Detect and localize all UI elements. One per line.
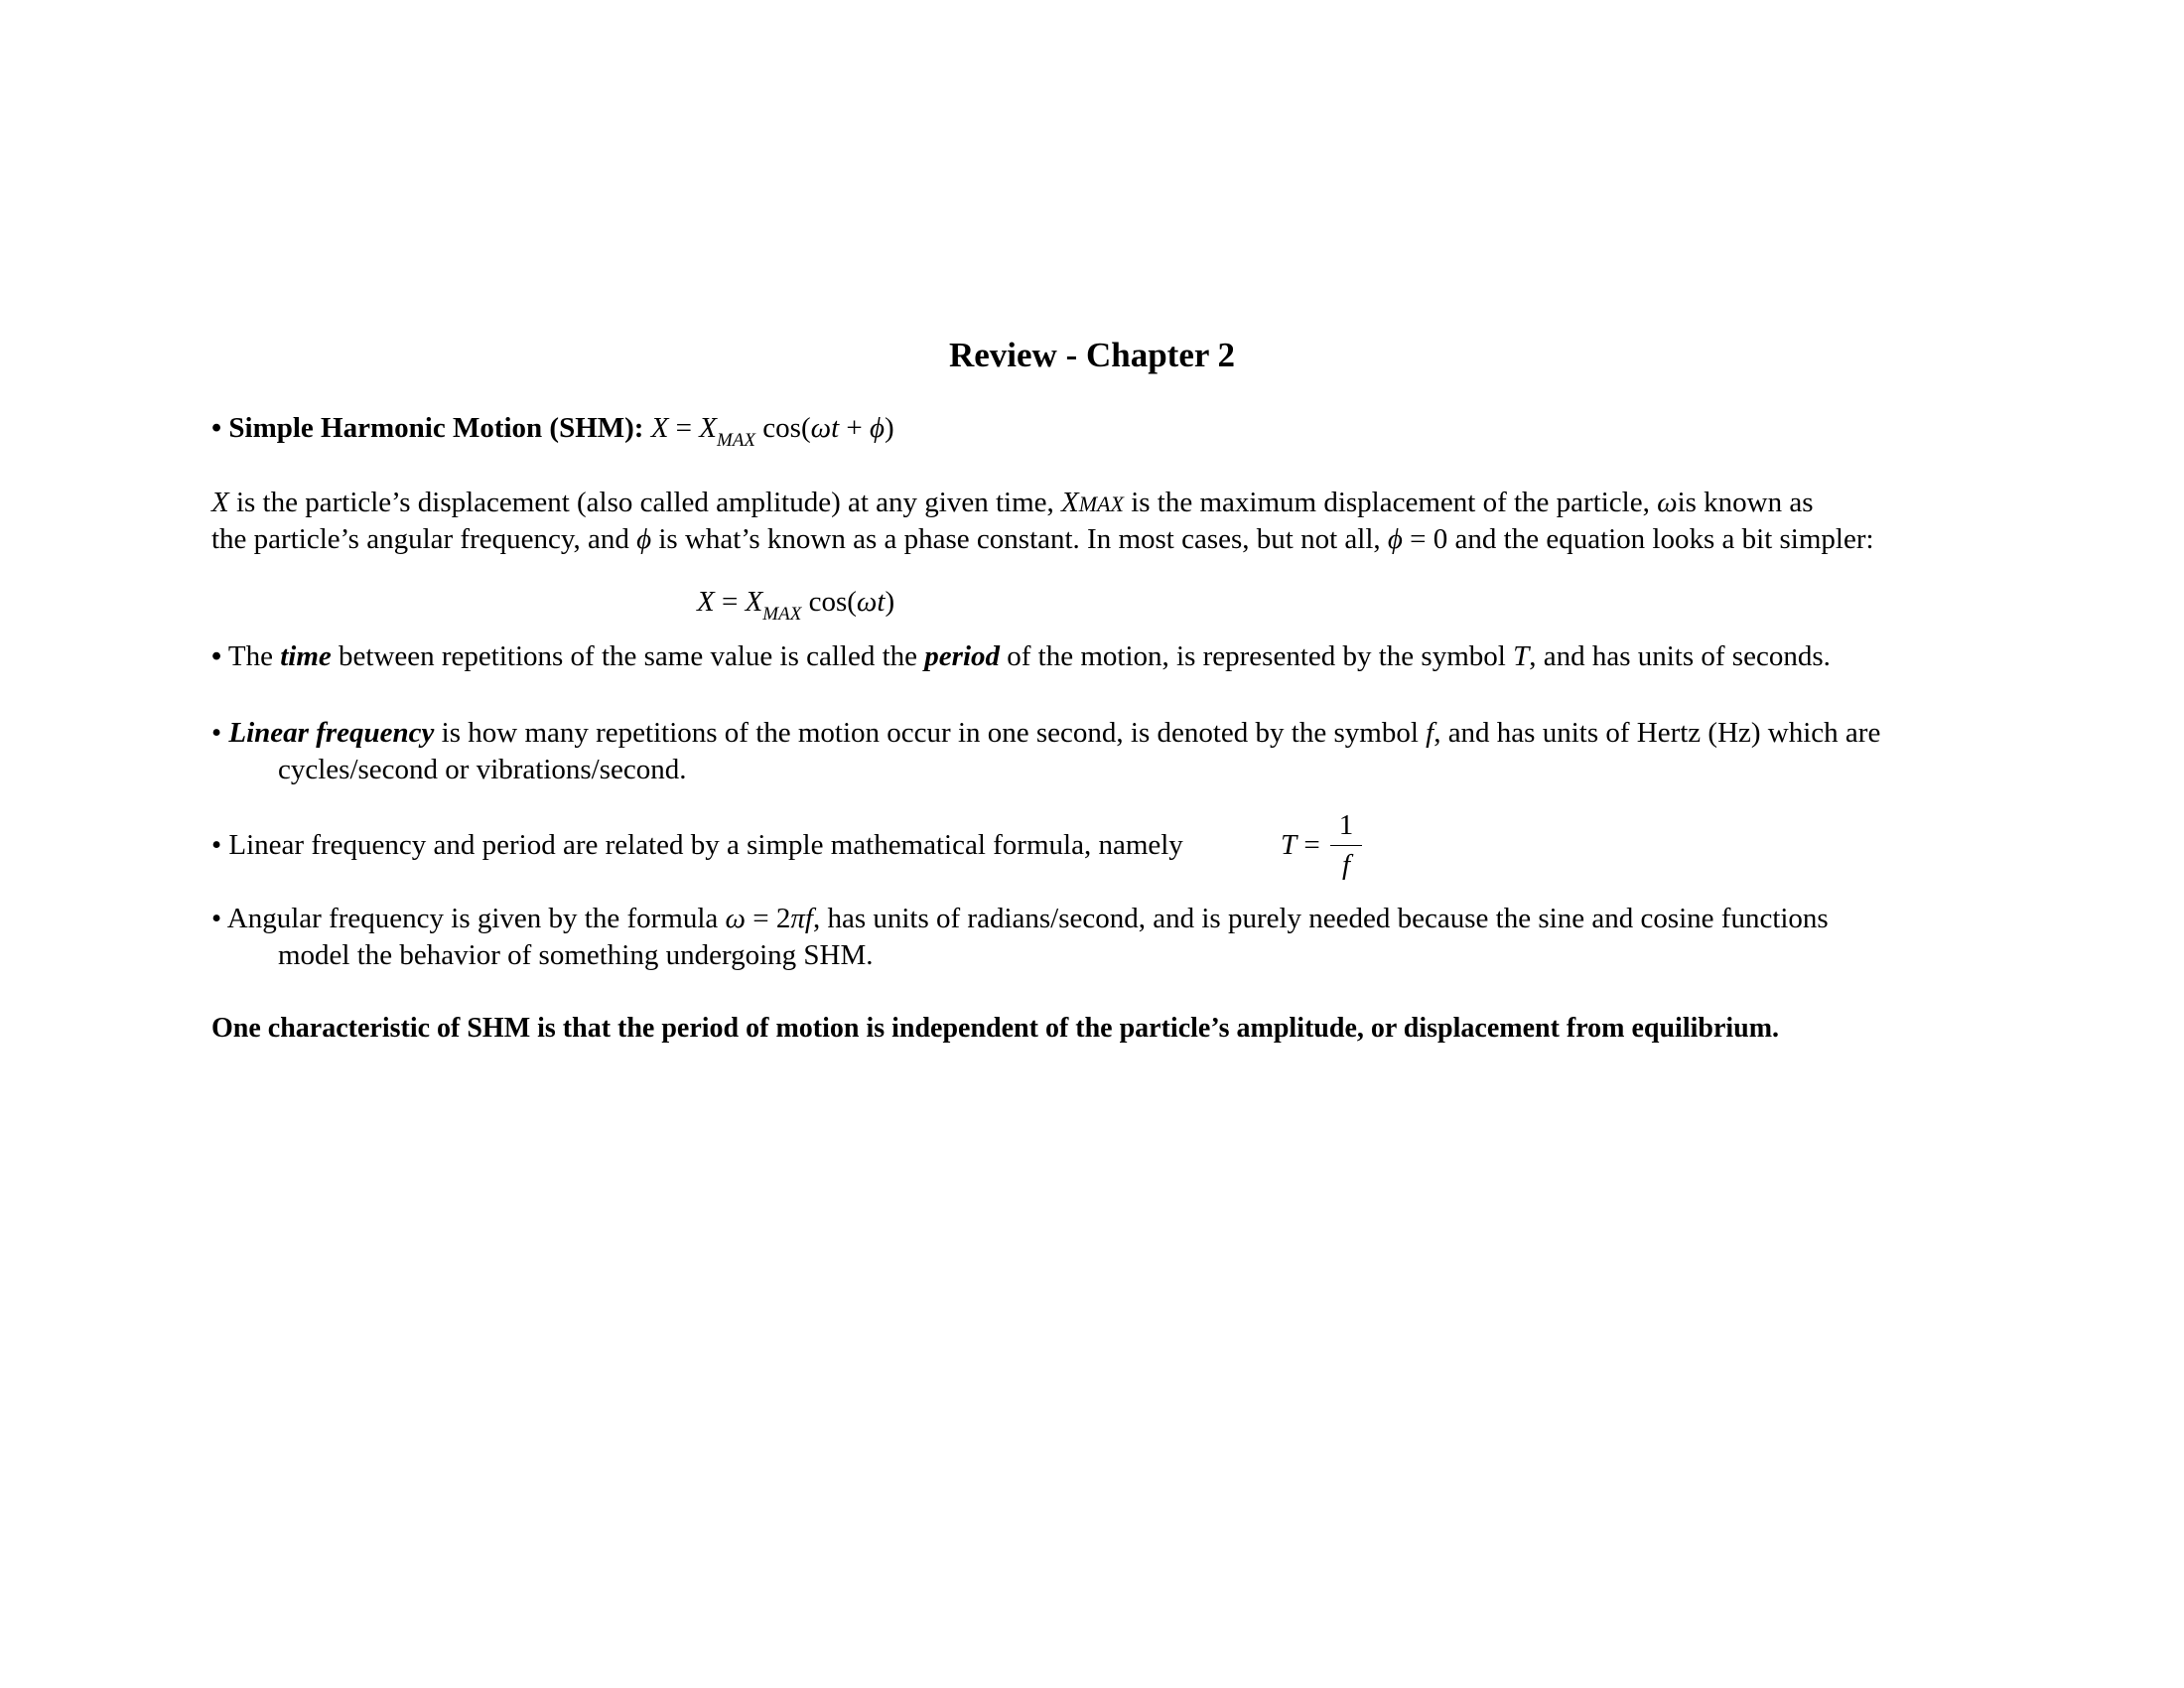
linear-frequency-line-2: cycles/second or vibrations/second.	[278, 754, 687, 785]
relation-bullet: • Linear frequency and period are related by a simple mathematical formula, namely	[211, 829, 1183, 861]
explanation-line-2: the particle’s angular frequency, and ϕ is what’s known as a phase constant. In most cases, but not all, ϕ = 0 and the equation looks a bit simpler:	[211, 523, 1874, 555]
explanation-line-1: X is the particle’s displacement (also called amplitude) at any given time, XMAX is the maximum displacement of the particle, ωis known as	[211, 487, 1814, 518]
shm-abbr: (SHM):	[542, 412, 651, 444]
linear-frequency-bullet: • Linear frequency is how many repetitions of the motion occur in one second, is denoted by the symbol f, and has units of Hertz (Hz) which are	[211, 717, 1881, 749]
fraction-numerator: 1	[1338, 809, 1354, 841]
page-title: Review - Chapter 2	[948, 336, 1236, 374]
conclusion: One characteristic of SHM is that the period of motion is independent of the particle’s amplitude, or displacement from equilibrium.	[211, 1013, 1780, 1044]
document-page: Review - Chapter 2 • Simple Harmonic Motion (SHM): $X = X_{MAX}$ cos(ωt + ϕ) X is the particle’s displacement (also called amplitude) at any given time, XMAX is the maximum displacement of the particle, ωis known as the particle’s angular frequency, and ϕ is what’s known as a phase constant. In most cases, but not all, ϕ = 0 and the equation looks a bit simpler: $X = X_{MAX}$ cos(ωt) • The time between repetitions of the same value is called the period of the motion, is represented by the symbol T, and has units of seconds. • Linear frequency is how many repetitions of the motion occur in one second, is denoted by the symbol f, and has units of Hertz (Hz) which are cycles/second or vibrations/second. • Linear frequency and period are related by a simple mathematical formula, namely T = 1 f • Angular frequency is given by the formula ω = 2πf, has units of radians/second, and is purely needed because the sine and cosine functions model the behavior of something undergoing SHM. One characteristic of SHM is that the period of motion is independent of the particle’s amplitude, or displacement from equilibrium.	[0, 0, 2184, 1688]
shm-definition	[211, 412, 894, 451]
bullet: •	[211, 412, 222, 444]
shm-label: Simple Harmonic Motion	[228, 412, 543, 444]
fraction-bar	[1330, 845, 1362, 846]
fraction-denominator: f	[1341, 849, 1351, 881]
simplified-equation: $X = X_{MAX}$ cos(ωt)	[697, 586, 895, 625]
angular-frequency-bullet: • Angular frequency is given by the formula ω = 2πf, has units of radians/second, and is purely needed because the sine and cosine functions	[211, 903, 1829, 934]
shm-equation: $X = X_{MAX}$ cos(ωt + ϕ)	[650, 412, 894, 451]
period-bullet: • The time between repetitions of the same value is called the period of the motion, is represented by the symbol T, and has units of seconds.	[211, 640, 1831, 672]
angular-frequency-line-2: model the behavior of something undergoing SHM.	[278, 939, 874, 971]
